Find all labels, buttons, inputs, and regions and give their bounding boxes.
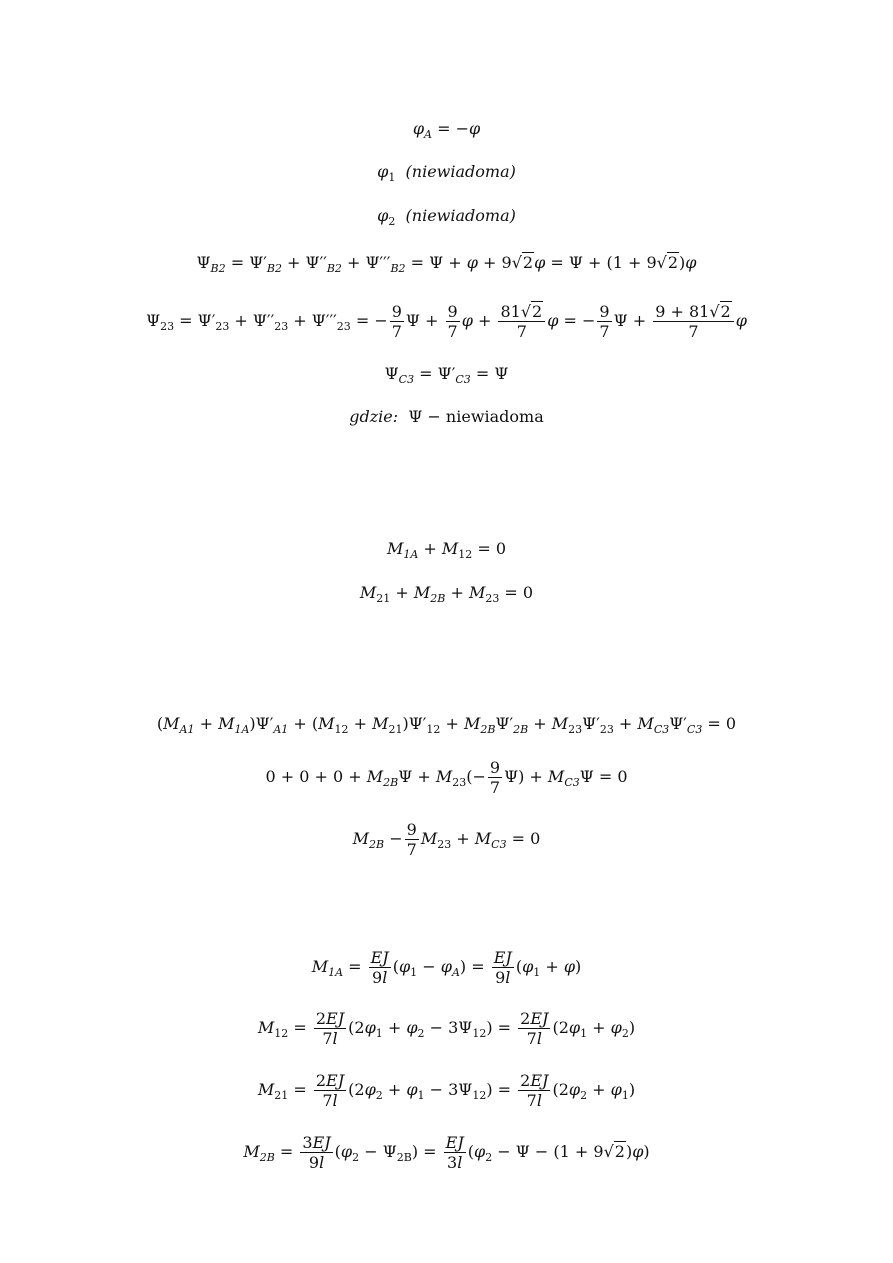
equation-node-2-balance: $M_{21} + M_{2B} + M_{23} = 0$ [359, 583, 534, 605]
equation-m-1a: $M_{1A}$ = $\frac{EJ}{9l}$ $(\varphi_1 - \varphi_A)$ = $\frac{EJ}{9l}$ $(\varphi_1 + \varphi)$ [311, 948, 582, 987]
equation-psi-b2: $\Psi_{B2} = \Psi'_{B2} + \Psi''_{B2} + \Psi'''_{B2} = \Psi + \varphi + 9√2\varphi = \Psi + (1 + 9√2)\varphi$ [196, 253, 697, 275]
equation-node-1-balance: $M_{1A} + M_{12} = 0$ [386, 539, 507, 561]
equation-virtual-work-substituted: $0 + 0 + 0 + M_{2B}\Psi + M_{23}(-$ $\frac{9}{7}$ $\Psi) + M_{C3}\Psi = 0$ [265, 758, 628, 797]
equation-phi-2: $\varphi_2$ (niewiadoma) [377, 206, 516, 228]
unknown-label: (niewiadoma) [405, 162, 516, 181]
equation-m-12: $M_{12}$ = $\frac{2EJ}{7l}$ $(2\varphi_1 + \varphi_2 - 3\Psi_{12})$ = $\frac{2EJ}{7l}$ $(2\varphi_1 + \varphi_2)$ [257, 1009, 636, 1048]
equation-virtual-work: $(M_{A1} + M_{1A})\Psi'_{A1} + (M_{12} + M_{21})\Psi'_{12} + M_{2B}\Psi'_{2B} + M_{23}\Psi'_{23} + M_{C3}\Psi'_{C3} = 0$ [156, 714, 737, 736]
equation-phi-1: $\varphi_1$ (niewiadoma) [377, 162, 516, 184]
equation-where: gdzie: Ψ − niewiadoma [349, 407, 544, 426]
equation-virtual-work-simplified: $M_{2B}$ − $\frac{9}{7}$ $M_{23} + M_{C3} = 0$ [352, 820, 541, 859]
equation-phi-a: $\varphi_A = -\varphi$ [412, 119, 481, 141]
equation-m-21: $M_{21}$ = $\frac{2EJ}{7l}$ $(2\varphi_2 + \varphi_1 - 3\Psi_{12})$ = $\frac{2EJ}{7l}$ $(2\varphi_2 + \varphi_1)$ [257, 1071, 636, 1110]
where-label: gdzie: [349, 407, 399, 426]
equation-psi-23: $\Psi_{23} = \Psi'_{23} + \Psi''_{23} + \Psi'''_{23}$ = − $\frac{9}{7}$ Ψ + $\frac{9}{7}$ φ + $\frac{81√2}{7}$ φ = − $\frac{9}{7}$ Ψ + $\frac{9 + 81√2}{7}$ φ [146, 302, 747, 341]
equation-psi-c3: $\Psi_{C3} = \Psi'_{C3} = \Psi$ [384, 364, 509, 386]
unknown-word: niewiadoma [445, 407, 544, 426]
unknown-label: (niewiadoma) [405, 206, 516, 225]
equation-m-2b: $M_{2B}$ = $\frac{3EJ}{9l}$ $(\varphi_2 - \Psi_{2B})$ = $\frac{EJ}{3l}$ $(\varphi_2 - \Psi - (1 + 9√2)\varphi)$ [243, 1133, 650, 1172]
